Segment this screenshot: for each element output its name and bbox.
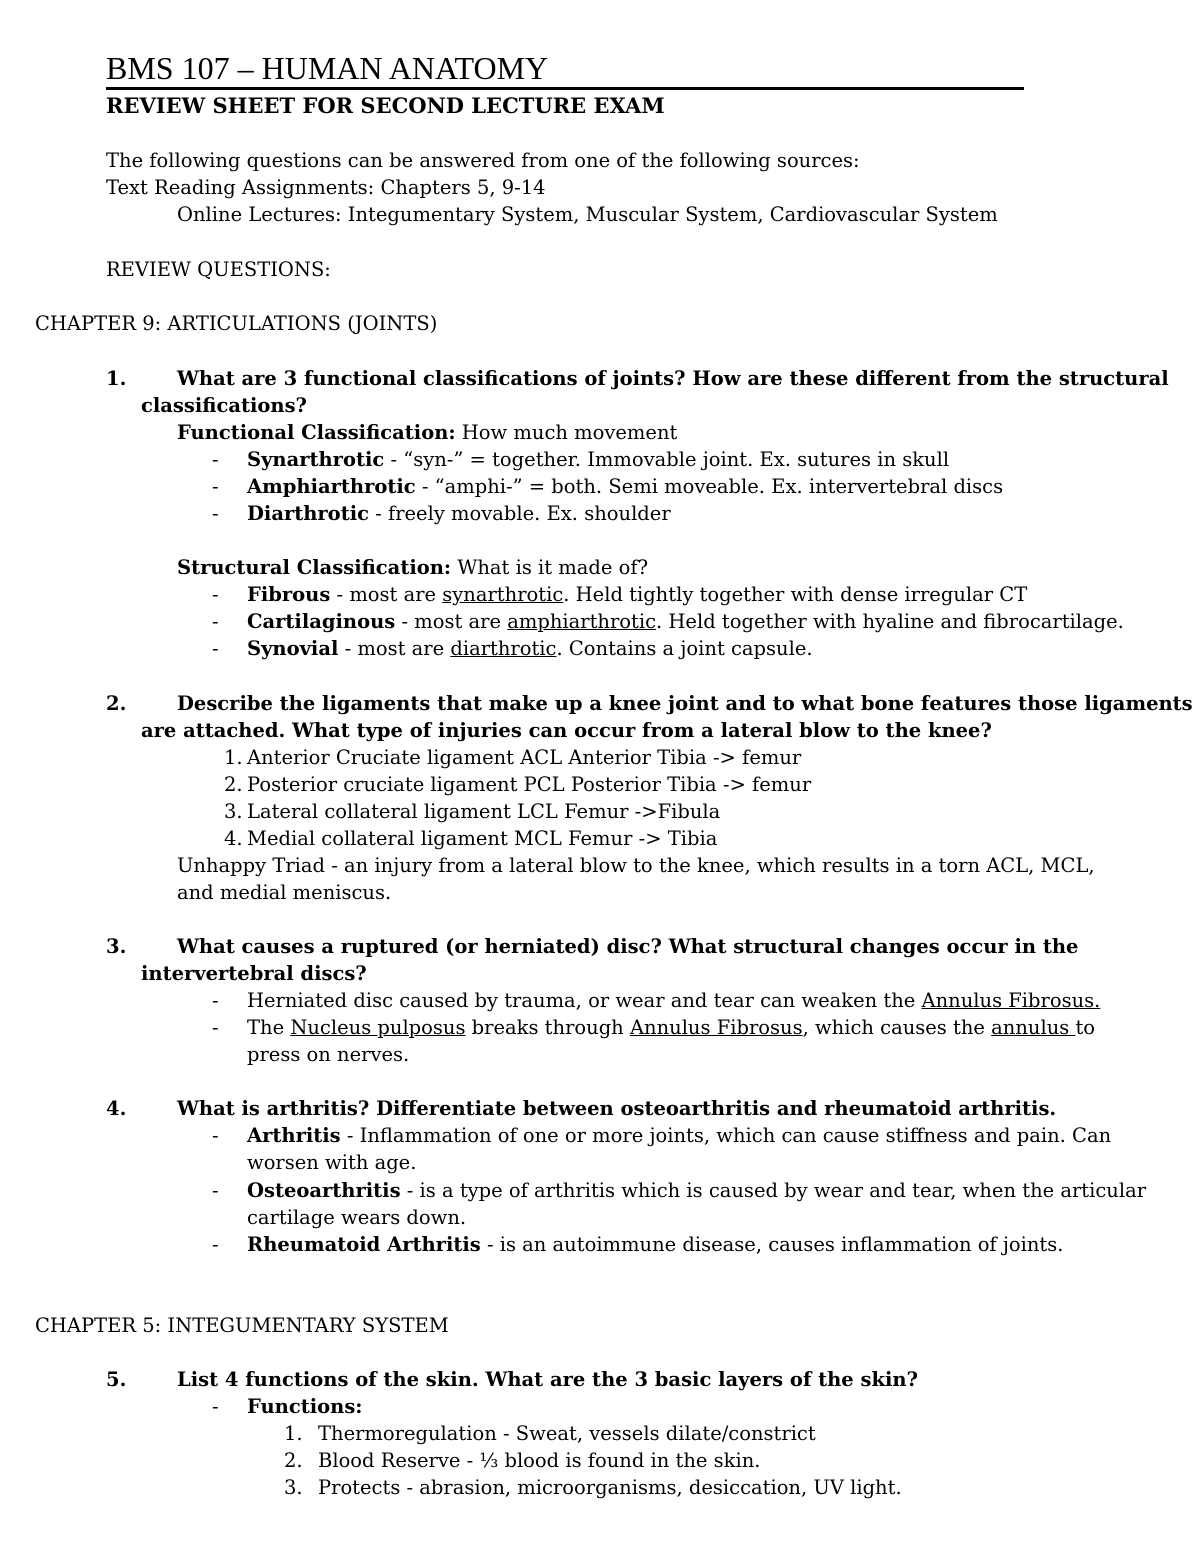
intro-line-2: Text Reading Assignments: Chapters 5, 9-14 xyxy=(106,176,546,199)
ligament-item: Anterior Cruciate ligament ACL Anterior Tibia -> femur xyxy=(247,746,802,769)
q3-number: 3. xyxy=(106,935,127,958)
list-number: 3. xyxy=(284,1476,303,1499)
definition: - is a type of arthritis which is caused by wear and tear, when the articular xyxy=(400,1179,1147,1202)
q2-text: Describe the ligaments that make up a knee joint and to what bone features those ligaments xyxy=(177,692,1193,715)
structural-text: What is it made of? xyxy=(451,556,649,579)
text: , which causes the xyxy=(802,1016,992,1039)
intro-line-3: Online Lectures: Integumentary System, Muscular System, Cardiovascular System xyxy=(177,203,998,226)
term: Diarthrotic xyxy=(247,502,369,525)
structural-classification xyxy=(177,554,648,581)
underlined-term: Nucleus pulposus xyxy=(290,1016,466,1039)
ligament-item: Posterior cruciate ligament PCL Posterior Tibia -> femur xyxy=(247,773,812,796)
osteoarthritis-item xyxy=(247,1177,1146,1204)
list-dash: - xyxy=(212,610,219,633)
herniated-disc-item xyxy=(247,987,1100,1014)
ligament-item: Lateral collateral ligament LCL Femur ->Fibula xyxy=(247,800,721,823)
ligament-item: Medial collateral ligament MCL Femur -> Tibia xyxy=(247,827,718,850)
arthritis-item xyxy=(247,1122,1111,1149)
text: breaks through xyxy=(465,1016,630,1039)
nucleus-item-cont: press on nerves. xyxy=(247,1043,410,1066)
definition: - is an autoimmune disease, causes inflammation of joints. xyxy=(480,1233,1064,1256)
term: Cartilaginous xyxy=(247,610,396,633)
q2-text-cont: are attached. What type of injuries can occur from a lateral blow to the knee? xyxy=(141,719,992,742)
underlined-term: synarthrotic xyxy=(442,583,564,606)
list-dash: - xyxy=(212,475,219,498)
q1-text: What are 3 functional classifications of joints? How are these different from the structural xyxy=(177,367,1169,390)
list-number: 1. xyxy=(284,1422,303,1445)
unhappy-triad-note-cont: and medial meniscus. xyxy=(177,881,392,904)
q3-text: What causes a ruptured (or herniated) disc? What structural changes occur in the xyxy=(177,935,1079,958)
intro-line-1: The following questions can be answered from one of the following sources: xyxy=(106,149,860,172)
synovial-item xyxy=(247,635,813,662)
underlined-term: amphiarthrotic xyxy=(507,610,657,633)
text: . Contains a joint capsule. xyxy=(556,637,813,660)
list-number: 2. xyxy=(224,773,243,796)
text: - most are xyxy=(338,637,451,660)
document-title: BMS 107 – HUMAN ANATOMY xyxy=(106,50,549,86)
text: . Held together with hyaline and fibrocartilage. xyxy=(656,610,1124,633)
review-questions-label: REVIEW QUESTIONS: xyxy=(106,258,331,281)
arthritis-item-cont: worsen with age. xyxy=(247,1151,417,1174)
title-rule xyxy=(106,87,1024,90)
q1-number: 1. xyxy=(106,367,127,390)
fibrous-item xyxy=(247,581,1027,608)
term: Synovial xyxy=(247,637,339,660)
q5-number: 5. xyxy=(106,1368,127,1391)
text: to xyxy=(1075,1016,1096,1039)
q3-text-cont: intervertebral discs? xyxy=(141,962,367,985)
underlined-term: annulus xyxy=(991,1016,1076,1039)
skin-function-item: Protects - abrasion, microorganisms, desiccation, UV light. xyxy=(318,1476,902,1499)
chapter-5-heading: CHAPTER 5: INTEGUMENTARY SYSTEM xyxy=(35,1314,449,1337)
list-dash: - xyxy=(212,1233,219,1256)
q1-text-cont: classifications? xyxy=(141,394,307,417)
term: Fibrous xyxy=(247,583,331,606)
definition: - “syn-” = together. Immovable joint. Ex. sutures in skull xyxy=(384,448,950,471)
list-dash: - xyxy=(212,1016,219,1039)
list-dash: - xyxy=(212,1179,219,1202)
diarthrotic-item xyxy=(247,500,671,527)
term: Rheumatoid Arthritis xyxy=(247,1233,481,1256)
text: . Held tightly together with dense irregular CT xyxy=(563,583,1028,606)
underlined-term: Annulus Fibrosus xyxy=(629,1016,803,1039)
functions-label: Functions: xyxy=(247,1395,363,1418)
skin-function-item: Blood Reserve - ⅓ blood is found in the skin. xyxy=(318,1449,761,1472)
document-subtitle: REVIEW SHEET FOR SECOND LECTURE EXAM xyxy=(106,93,665,118)
text: Herniated disc caused by trauma, or wear and tear can weaken the xyxy=(247,989,922,1012)
synarthrotic-item xyxy=(247,446,949,473)
cartilaginous-item xyxy=(247,608,1124,635)
rheumatoid-item xyxy=(247,1231,1063,1258)
list-dash: - xyxy=(212,1395,219,1418)
q4-number: 4. xyxy=(106,1097,127,1120)
list-number: 2. xyxy=(284,1449,303,1472)
text: The xyxy=(247,1016,291,1039)
definition: - Inflammation of one or more joints, which can cause stiffness and pain. Can xyxy=(340,1124,1112,1147)
text: - most are xyxy=(395,610,508,633)
q4-text: What is arthritis? Differentiate between osteoarthritis and rheumatoid arthritis. xyxy=(177,1097,1057,1120)
underlined-term: diarthrotic xyxy=(450,637,557,660)
definition: - freely movable. Ex. shoulder xyxy=(368,502,671,525)
nucleus-item xyxy=(247,1014,1095,1041)
term: Synarthrotic xyxy=(247,448,385,471)
list-dash: - xyxy=(212,583,219,606)
q5-text: List 4 functions of the skin. What are the 3 basic layers of the skin? xyxy=(177,1368,918,1391)
term: Amphiarthrotic xyxy=(247,475,416,498)
chapter-9-heading: CHAPTER 9: ARTICULATIONS (JOINTS) xyxy=(35,312,438,335)
list-number: 4. xyxy=(224,827,243,850)
list-dash: - xyxy=(212,637,219,660)
functional-label: Functional Classification: xyxy=(177,421,456,444)
structural-label: Structural Classification: xyxy=(177,556,452,579)
definition: - “amphi-” = both. Semi moveable. Ex. intervertebral discs xyxy=(415,475,1004,498)
list-number: 3. xyxy=(224,800,243,823)
skin-function-item: Thermoregulation - Sweat, vessels dilate/constrict xyxy=(318,1422,816,1445)
text: - most are xyxy=(330,583,443,606)
unhappy-triad-note: Unhappy Triad - an injury from a lateral blow to the knee, which results in a torn ACL, MCL, xyxy=(177,854,1095,877)
list-dash: - xyxy=(212,1124,219,1147)
q2-number: 2. xyxy=(106,692,127,715)
functional-text: How much movement xyxy=(455,421,678,444)
list-number: 1. xyxy=(224,746,243,769)
list-dash: - xyxy=(212,448,219,471)
term: Arthritis xyxy=(247,1124,341,1147)
list-dash: - xyxy=(212,502,219,525)
list-dash: - xyxy=(212,989,219,1012)
osteoarthritis-item-cont: cartilage wears down. xyxy=(247,1206,467,1229)
underlined-term: Annulus Fibrosus. xyxy=(921,989,1101,1012)
term: Osteoarthritis xyxy=(247,1179,401,1202)
functional-classification xyxy=(177,419,677,446)
amphiarthrotic-item xyxy=(247,473,1003,500)
